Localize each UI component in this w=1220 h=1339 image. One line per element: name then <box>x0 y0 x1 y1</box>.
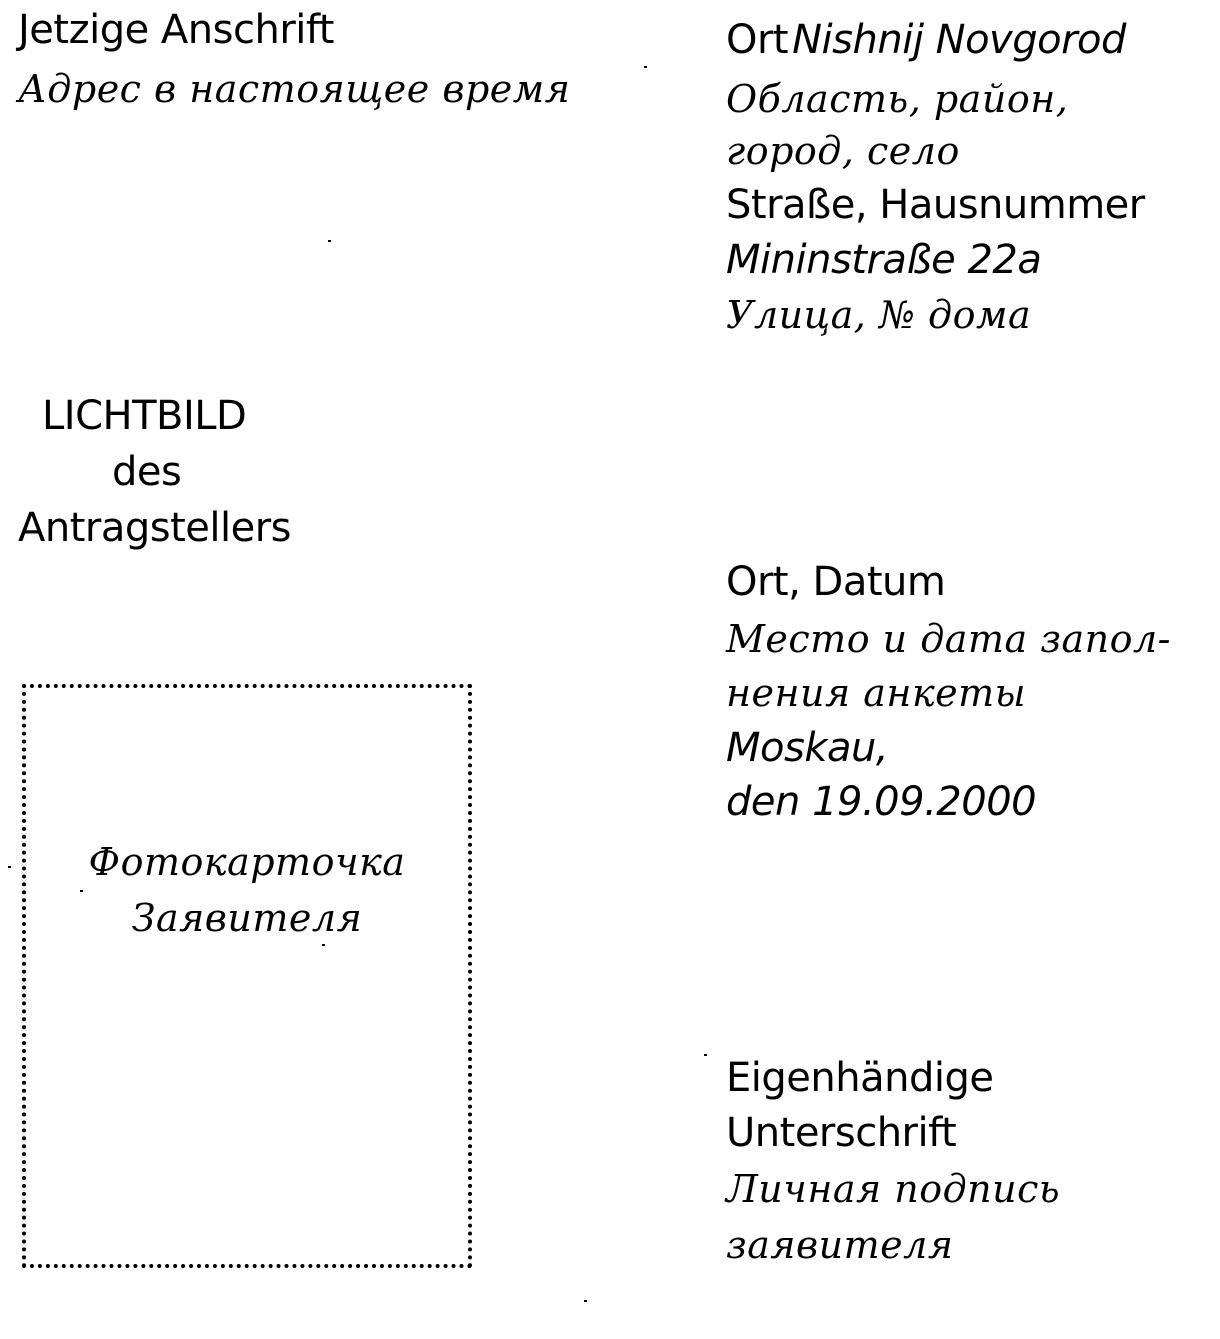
signature-label-ru-line1: Личная подпись <box>726 1167 1061 1211</box>
place-date-label-ru-line2: нения анкеты <box>726 671 1027 715</box>
scan-speck <box>584 1300 587 1302</box>
photo-placeholder-box <box>22 684 472 1268</box>
place-label-de: Ort <box>726 17 789 63</box>
scan-speck <box>80 890 83 892</box>
current-address-label-de: Jetzige Anschrift <box>18 7 334 53</box>
place-label-ru-line2: город, село <box>726 129 960 173</box>
signature-label-ru-line2: заявителя <box>726 1223 954 1267</box>
place-label-ru-line1: Область, район, <box>726 77 1069 121</box>
photo-caption-ru-line1: Фотокарточка <box>88 840 406 884</box>
scan-speck <box>644 66 647 68</box>
street-label-de: Straße, Hausnummer <box>726 182 1145 228</box>
street-value: Mininstraße 22a <box>726 237 1042 283</box>
place-date-value-line2: den 19.09.2000 <box>726 779 1037 825</box>
place-date-value-line1: Moskau, <box>726 725 889 771</box>
current-address-label-ru: Адрес в настоящее время <box>18 67 571 111</box>
photo-label-de-line1: LICHTBILD <box>42 393 247 439</box>
place-date-label-ru-line1: Место и дата запол- <box>726 617 1171 661</box>
photo-label-de-line2: des <box>112 449 182 495</box>
signature-label-de-line1: Eigenhändige <box>726 1055 994 1101</box>
scan-speck <box>8 866 11 868</box>
photo-label-de-line3: Antragstellers <box>18 505 291 551</box>
place-date-label-de: Ort, Datum <box>726 559 946 605</box>
place-value: Nishnij Novgorod <box>792 17 1126 63</box>
scan-speck <box>328 240 331 242</box>
scan-speck <box>322 944 325 946</box>
street-label-ru: Улица, № дома <box>726 293 1032 337</box>
signature-label-de-line2: Unterschrift <box>726 1110 957 1156</box>
photo-caption-ru-line2: Заявителя <box>131 896 363 940</box>
place-row <box>726 17 1126 63</box>
scan-speck <box>704 1054 707 1056</box>
